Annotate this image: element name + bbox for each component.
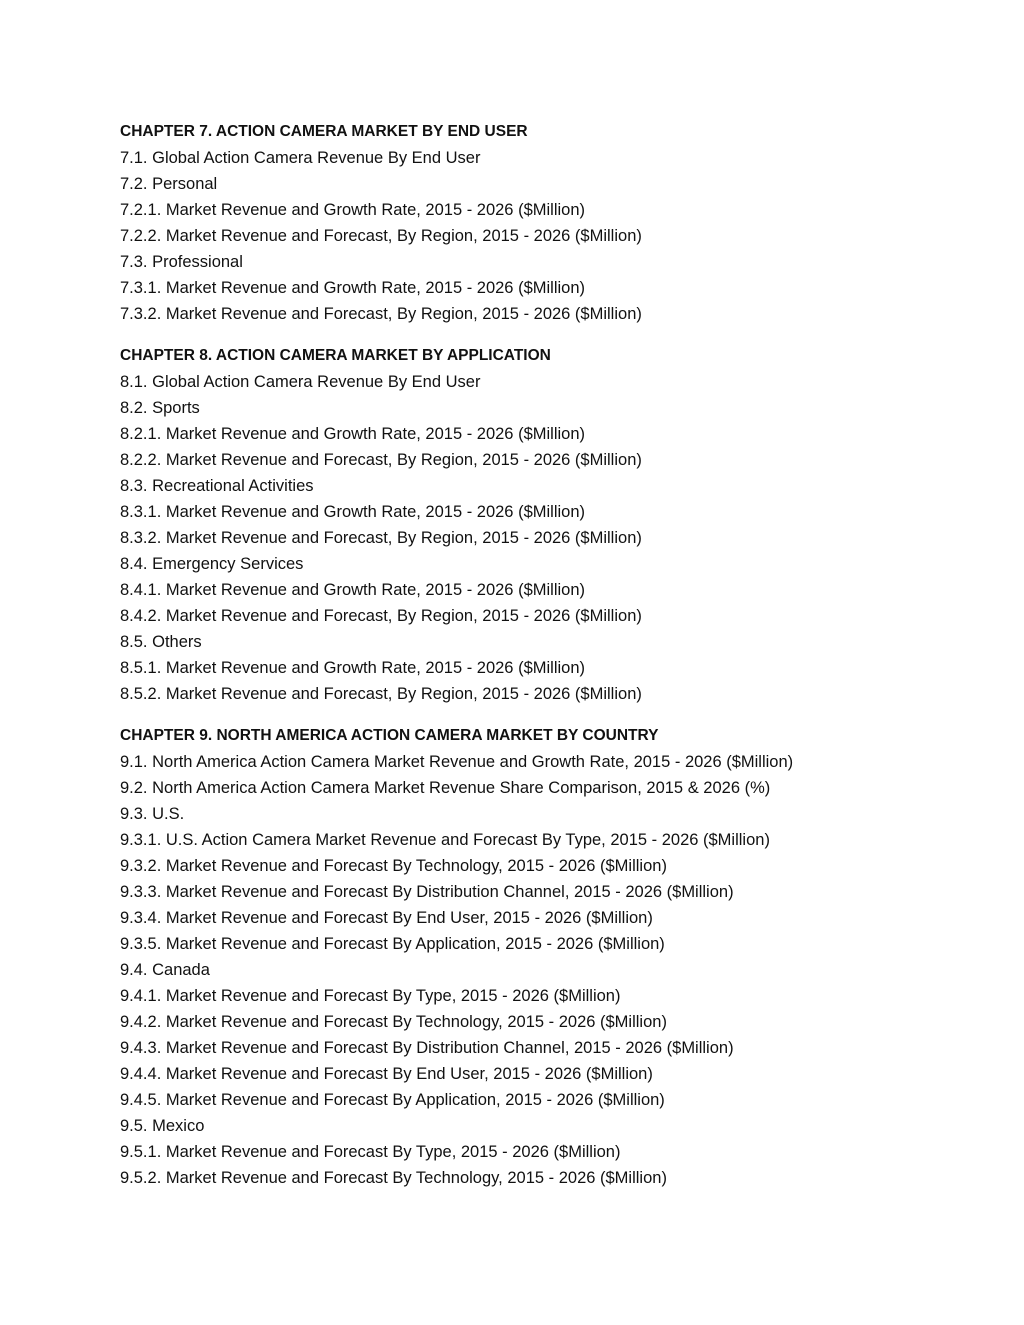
toc-entry: 8.3. Recreational Activities — [120, 477, 314, 495]
toc-entry: 9.3. U.S. — [120, 805, 185, 823]
table-of-contents — [120, 119, 964, 1191]
toc-entry: 9.4.5. Market Revenue and Forecast By Application, 2015 - 2026 ($Million) — [120, 1091, 665, 1109]
toc-entry: 9.4.2. Market Revenue and Forecast By Technology, 2015 - 2026 ($Million) — [120, 1013, 667, 1031]
toc-entry: 7.3.2. Market Revenue and Forecast, By Region, 2015 - 2026 ($Million) — [120, 305, 642, 323]
toc-entry: 9.4.4. Market Revenue and Forecast By End User, 2015 - 2026 ($Million) — [120, 1065, 653, 1083]
toc-entry: 8.5.1. Market Revenue and Growth Rate, 2015 - 2026 ($Million) — [120, 659, 585, 677]
toc-entry: 7.2.2. Market Revenue and Forecast, By Region, 2015 - 2026 ($Million) — [120, 227, 642, 245]
toc-entry: 9.3.2. Market Revenue and Forecast By Technology, 2015 - 2026 ($Million) — [120, 857, 667, 875]
toc-entry: 9.5.2. Market Revenue and Forecast By Technology, 2015 - 2026 ($Million) — [120, 1169, 667, 1187]
toc-entry: 8.4.2. Market Revenue and Forecast, By Region, 2015 - 2026 ($Million) — [120, 607, 642, 625]
toc-entry: 9.4.1. Market Revenue and Forecast By Type, 2015 - 2026 ($Million) — [120, 987, 621, 1005]
chapter-heading: CHAPTER 9. NORTH AMERICA ACTION CAMERA MARKET BY COUNTRY — [120, 727, 659, 744]
chapter-section — [120, 119, 964, 327]
toc-entry: 8.2.2. Market Revenue and Forecast, By Region, 2015 - 2026 ($Million) — [120, 451, 642, 469]
toc-entry: 8.3.2. Market Revenue and Forecast, By Region, 2015 - 2026 ($Million) — [120, 529, 642, 547]
toc-entry: 8.1. Global Action Camera Revenue By End User — [120, 373, 481, 391]
chapter-section — [120, 723, 964, 1191]
toc-entry: 9.3.1. U.S. Action Camera Market Revenue and Forecast By Type, 2015 - 2026 ($Million) — [120, 831, 770, 849]
toc-entry: 9.3.5. Market Revenue and Forecast By Application, 2015 - 2026 ($Million) — [120, 935, 665, 953]
toc-entry: 9.1. North America Action Camera Market Revenue and Growth Rate, 2015 - 2026 ($Million) — [120, 753, 794, 771]
chapter-heading: CHAPTER 7. ACTION CAMERA MARKET BY END USER — [120, 123, 528, 140]
toc-entry: 8.2. Sports — [120, 399, 200, 417]
toc-entry: 9.3.3. Market Revenue and Forecast By Distribution Channel, 2015 - 2026 ($Million) — [120, 883, 734, 901]
toc-entry: 8.5.2. Market Revenue and Forecast, By Region, 2015 - 2026 ($Million) — [120, 685, 642, 703]
chapter-heading: CHAPTER 8. ACTION CAMERA MARKET BY APPLICATION — [120, 347, 551, 364]
chapter-section — [120, 343, 964, 707]
toc-entry: 8.3.1. Market Revenue and Growth Rate, 2015 - 2026 ($Million) — [120, 503, 585, 521]
toc-entry: 8.4. Emergency Services — [120, 555, 304, 573]
toc-entry: 7.1. Global Action Camera Revenue By End User — [120, 149, 481, 167]
toc-entry: 8.2.1. Market Revenue and Growth Rate, 2015 - 2026 ($Million) — [120, 425, 585, 443]
toc-entry: 9.4. Canada — [120, 961, 210, 979]
toc-entry: 9.2. North America Action Camera Market Revenue Share Comparison, 2015 & 2026 (%) — [120, 779, 771, 797]
toc-entry: 7.3. Professional — [120, 253, 243, 271]
toc-entry: 9.5. Mexico — [120, 1117, 205, 1135]
toc-entry: 9.5.1. Market Revenue and Forecast By Type, 2015 - 2026 ($Million) — [120, 1143, 621, 1161]
toc-entry: 9.3.4. Market Revenue and Forecast By End User, 2015 - 2026 ($Million) — [120, 909, 653, 927]
toc-entry: 9.4.3. Market Revenue and Forecast By Distribution Channel, 2015 - 2026 ($Million) — [120, 1039, 734, 1057]
toc-entry: 7.2.1. Market Revenue and Growth Rate, 2015 - 2026 ($Million) — [120, 201, 585, 219]
toc-entry: 7.3.1. Market Revenue and Growth Rate, 2015 - 2026 ($Million) — [120, 279, 585, 297]
toc-entry: 8.4.1. Market Revenue and Growth Rate, 2015 - 2026 ($Million) — [120, 581, 585, 599]
toc-entry: 8.5. Others — [120, 633, 202, 651]
toc-entry: 7.2. Personal — [120, 175, 218, 193]
